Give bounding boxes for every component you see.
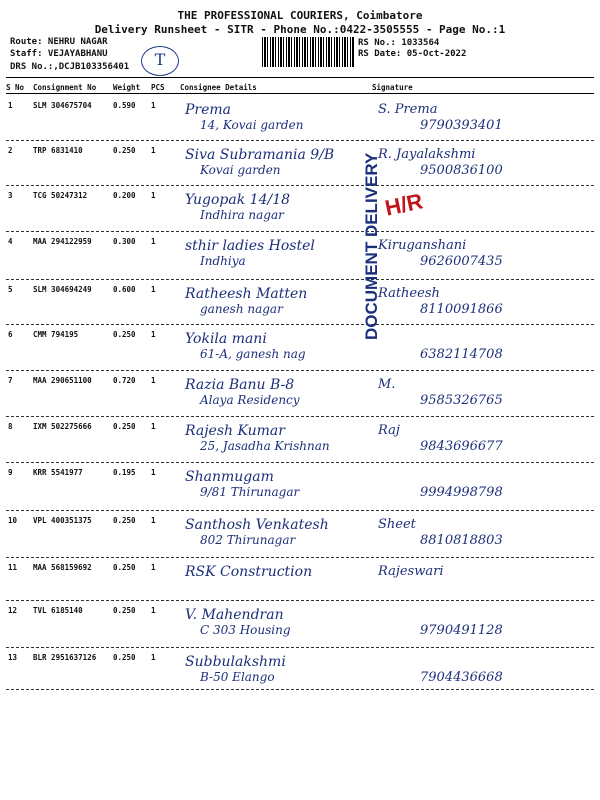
row-consignment-no: SLM 304675704 (33, 101, 92, 110)
row-sno: 10 (8, 516, 18, 525)
row-consignment-no: TRP 6831410 (33, 146, 83, 155)
row-weight: 0.250 (113, 146, 136, 155)
col-pcs: PCS (151, 83, 165, 92)
col-weight: Weight (113, 83, 141, 92)
row-separator (6, 647, 594, 648)
row-consignment-no: IXM 502275666 (33, 422, 92, 431)
row-consignee-name: Subbulakshmi (185, 654, 286, 670)
row-separator (6, 140, 594, 141)
rs-number: RS No.: 1033564 (358, 38, 440, 48)
row-sno: 3 (8, 191, 13, 200)
row-pcs: 1 (151, 285, 156, 294)
row-signature: R. Jayalakshmi (378, 147, 476, 162)
col-sno: S No (6, 83, 25, 92)
row-consignment-no: MAA 290651100 (33, 376, 92, 385)
col-consignee: Consignee Details (180, 83, 257, 92)
row-consignment-no: MAA 568159692 (33, 563, 92, 572)
drs-number: DRS No.:,DCJB103356401 (10, 62, 130, 72)
row-weight: 0.250 (113, 422, 136, 431)
row-pcs: 1 (151, 422, 156, 431)
row-phone: 8110091866 (420, 302, 503, 317)
row-consignee-name: Rajesh Kumar (185, 423, 285, 439)
col-signature: Signature (372, 83, 413, 92)
row-consignee-address: ganesh nagar (200, 302, 283, 316)
runsheet-title: Delivery Runsheet - SITR - Phone No.:0422-3505555 - Page No.:1 (94, 23, 506, 36)
row-phone: 9500836100 (420, 163, 503, 178)
row-phone: 9626007435 (420, 254, 503, 269)
company-title: THE PROFESSIONAL COURIERS, Coimbatore (177, 9, 423, 22)
route-label: Route: NEHRU NAGAR (10, 37, 108, 47)
row-separator (6, 370, 594, 371)
row-phone: 9994998798 (420, 485, 503, 500)
row-sno: 13 (8, 653, 18, 662)
header-rule-top (6, 77, 594, 78)
row-separator (6, 557, 594, 558)
row-consignee-name: Ratheesh Matten (185, 286, 308, 302)
row-weight: 0.250 (113, 563, 136, 572)
row-pcs: 1 (151, 468, 156, 477)
row-weight: 0.200 (113, 191, 136, 200)
row-weight: 0.195 (113, 468, 136, 477)
row-separator (6, 689, 594, 690)
row-consignee-name: Siva Subramania 9/B (185, 147, 335, 163)
row-sno: 6 (8, 330, 13, 339)
row-phone: 9843696677 (420, 439, 503, 454)
row-sno: 11 (8, 563, 18, 572)
row-pcs: 1 (151, 606, 156, 615)
col-consignment: Consignment No (33, 83, 97, 92)
row-pcs: 1 (151, 146, 156, 155)
row-signature: Rajeswari (378, 564, 444, 579)
row-phone: 7904436668 (420, 670, 503, 685)
row-consignee-name: Yugopak 14/18 (185, 192, 291, 208)
row-sno: 5 (8, 285, 13, 294)
row-pcs: 1 (151, 330, 156, 339)
row-consignee-name: Santhosh Venkatesh (185, 517, 329, 533)
row-signature: S. Prema (378, 102, 438, 117)
row-consignment-no: MAA 294122959 (33, 237, 92, 246)
row-sno: 2 (8, 146, 13, 155)
row-sno: 9 (8, 468, 13, 477)
row-consignment-no: TVL 6185140 (33, 606, 83, 615)
row-pcs: 1 (151, 516, 156, 525)
row-consignee-address: Indhiya (200, 254, 246, 268)
row-consignee-name: Prema (185, 102, 232, 118)
row-weight: 0.300 (113, 237, 136, 246)
row-consignment-no: CMM 794195 (33, 330, 79, 339)
row-consignee-name: sthir ladies Hostel (185, 238, 315, 254)
row-sno: 7 (8, 376, 13, 385)
row-separator (6, 324, 594, 325)
row-consignee-name: Razia Banu B-8 (185, 377, 295, 393)
document-delivery-stamp: DOCUMENT DELIVERY (362, 152, 381, 340)
row-weight: 0.250 (113, 653, 136, 662)
row-consignee-address: 9/81 Thirunagar (200, 485, 300, 499)
row-sno: 4 (8, 237, 13, 246)
row-consignee-name: V. Mahendran (185, 607, 284, 623)
row-sno: 1 (8, 101, 13, 110)
row-signature: Ratheesh (378, 286, 440, 301)
row-signature: M. (378, 377, 396, 392)
row-pcs: 1 (151, 653, 156, 662)
row-consignee-address: 802 Thirunagar (200, 533, 296, 547)
row-phone: 6382114708 (420, 347, 503, 362)
rs-date: RS Date: 05-Oct-2022 (358, 49, 467, 59)
row-separator (6, 600, 594, 601)
row-signature: Kiruganshani (378, 238, 467, 253)
row-consignee-address: Indhira nagar (200, 208, 284, 222)
row-consignee-address: Alaya Residency (200, 393, 300, 407)
row-pcs: 1 (151, 191, 156, 200)
row-weight: 0.250 (113, 606, 136, 615)
row-separator (6, 462, 594, 463)
circled-mark: T (141, 46, 179, 76)
row-consignee-name: RSK Construction (185, 564, 313, 580)
row-pcs: 1 (151, 101, 156, 110)
row-consignment-no: BLR 2951637126 (33, 653, 97, 662)
row-consignee-address: 25, Jasadha Krishnan (200, 439, 330, 453)
row-phone: 9790491128 (420, 623, 503, 638)
row-consignee-name: Shanmugam (185, 469, 274, 485)
row-weight: 0.720 (113, 376, 136, 385)
row-separator (6, 416, 594, 417)
row-phone: 9585326765 (420, 393, 503, 408)
row-consignment-no: KRR 5541977 (33, 468, 83, 477)
row-separator (6, 279, 594, 280)
row-consignee-address: 61-A, ganesh nag (200, 347, 306, 361)
row-pcs: 1 (151, 237, 156, 246)
row-pcs: 1 (151, 563, 156, 572)
header-rule-bottom (6, 93, 594, 94)
row-pcs: 1 (151, 376, 156, 385)
row-signature: H/R (382, 188, 425, 221)
row-separator (6, 231, 594, 232)
row-consignee-address: B-50 Elango (200, 670, 275, 684)
row-sno: 8 (8, 422, 13, 431)
barcode (262, 37, 354, 67)
row-consignee-name: Yokila mani (185, 331, 267, 347)
row-separator (6, 185, 594, 186)
row-phone: 9790393401 (420, 118, 503, 133)
row-weight: 0.250 (113, 516, 136, 525)
row-consignment-no: TCG 50247312 (33, 191, 88, 200)
row-sno: 12 (8, 606, 18, 615)
row-consignment-no: SLM 304694249 (33, 285, 92, 294)
row-weight: 0.600 (113, 285, 136, 294)
row-weight: 0.590 (113, 101, 136, 110)
row-consignee-address: Kovai garden (200, 163, 281, 177)
row-signature: Sheet (378, 517, 416, 532)
row-signature: Raj (378, 423, 400, 438)
row-separator (6, 510, 594, 511)
row-phone: 8810818803 (420, 533, 503, 548)
staff-label: Staff: VEJAYABHANU (10, 49, 108, 59)
row-consignee-address: C 303 Housing (200, 623, 291, 637)
row-weight: 0.250 (113, 330, 136, 339)
row-consignment-no: VPL 400351375 (33, 516, 92, 525)
row-consignee-address: 14, Kovai garden (200, 118, 304, 132)
